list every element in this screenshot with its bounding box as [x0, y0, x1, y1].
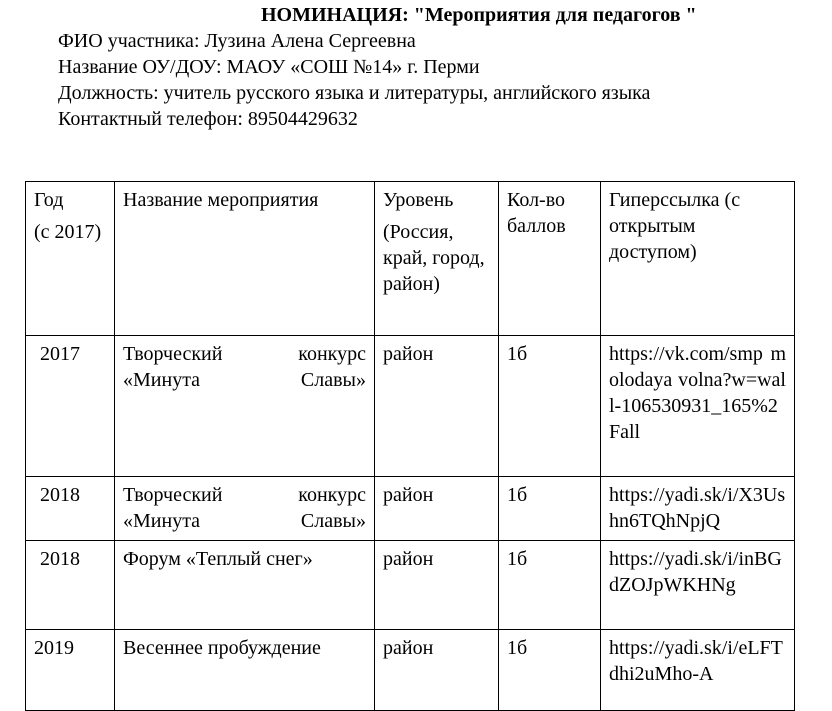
cell-link	[601, 630, 795, 711]
points-value: 1б	[507, 484, 528, 506]
level-value: район	[383, 548, 434, 570]
cell-points	[499, 477, 601, 541]
table-row	[26, 336, 795, 477]
header-event	[115, 182, 375, 336]
event-name: Весеннее пробуждение	[123, 637, 321, 659]
header-link	[601, 182, 795, 336]
points-value: 1б	[507, 548, 528, 570]
cell-event	[115, 541, 375, 630]
year-value: 2018	[40, 484, 80, 506]
hyperlink[interactable]: https://vk.com/smp molodaya volna?w=wall-106530931_165%2Fall	[609, 343, 786, 443]
header-level	[375, 182, 499, 336]
cell-link	[601, 541, 795, 630]
header-level-note: (Россия, край, город, район)	[383, 221, 485, 295]
cell-points	[499, 336, 601, 477]
cell-points	[499, 630, 601, 711]
contact-phone: Контактный телефон: 89504429632	[58, 108, 358, 130]
cell-link	[601, 336, 795, 477]
header-level-label: Уровень	[383, 189, 454, 211]
hyperlink[interactable]: https://yadi.sk/i/eLFTdhi2uMho-A	[609, 637, 783, 685]
cell-year	[26, 336, 115, 477]
hyperlink[interactable]: https://yadi.sk/i/X3Ushn6TQhNpjQ	[609, 484, 786, 532]
level-value: район	[383, 637, 434, 659]
level-value: район	[383, 484, 434, 506]
points-value: 1б	[507, 343, 528, 365]
cell-event	[115, 477, 375, 541]
cell-link	[601, 477, 795, 541]
events-table	[25, 181, 795, 711]
header-year-note: (с 2017)	[34, 221, 102, 243]
cell-year	[26, 541, 115, 630]
table-row	[26, 477, 795, 541]
event-name: Творческий конкурс «Минута Славы»	[123, 484, 366, 532]
cell-level	[375, 477, 499, 541]
event-name: Творческий конкурс «Минута Славы»	[123, 343, 366, 391]
cell-level	[375, 336, 499, 477]
header-event-label: Название мероприятия	[123, 189, 319, 211]
table-row	[26, 541, 795, 630]
cell-level	[375, 541, 499, 630]
cell-points	[499, 541, 601, 630]
year-value: 2019	[34, 637, 74, 659]
cell-level	[375, 630, 499, 711]
table-header-row	[26, 182, 795, 336]
table-row	[26, 630, 795, 711]
position-title: Должность: учитель русского языка и литературы, английского языка	[58, 82, 651, 104]
event-name: Форум «Теплый снег»	[123, 548, 313, 570]
header-points	[499, 182, 601, 336]
header-link-label: Гиперссылка (с открытым доступом)	[609, 189, 741, 263]
level-value: район	[383, 343, 434, 365]
nomination-title: НОМИНАЦИЯ: "Мероприятия для педагогов "	[261, 4, 697, 26]
header-points-label: Кол-во баллов	[507, 189, 566, 237]
points-value: 1б	[507, 637, 528, 659]
header-year	[26, 182, 115, 336]
hyperlink[interactable]: https://yadi.sk/i/inBGdZOJpWKHNg	[609, 548, 782, 596]
header-year-label: Год	[34, 189, 64, 211]
year-value: 2018	[40, 548, 80, 570]
cell-year	[26, 477, 115, 541]
cell-event	[115, 336, 375, 477]
cell-event	[115, 630, 375, 711]
participant-name: ФИО участника: Лузина Алена Сергеевна	[58, 30, 416, 52]
cell-year	[26, 630, 115, 711]
year-value: 2017	[40, 343, 80, 365]
organization-name: Название ОУ/ДОУ: МАОУ «СОШ №14» г. Перми	[58, 56, 480, 78]
